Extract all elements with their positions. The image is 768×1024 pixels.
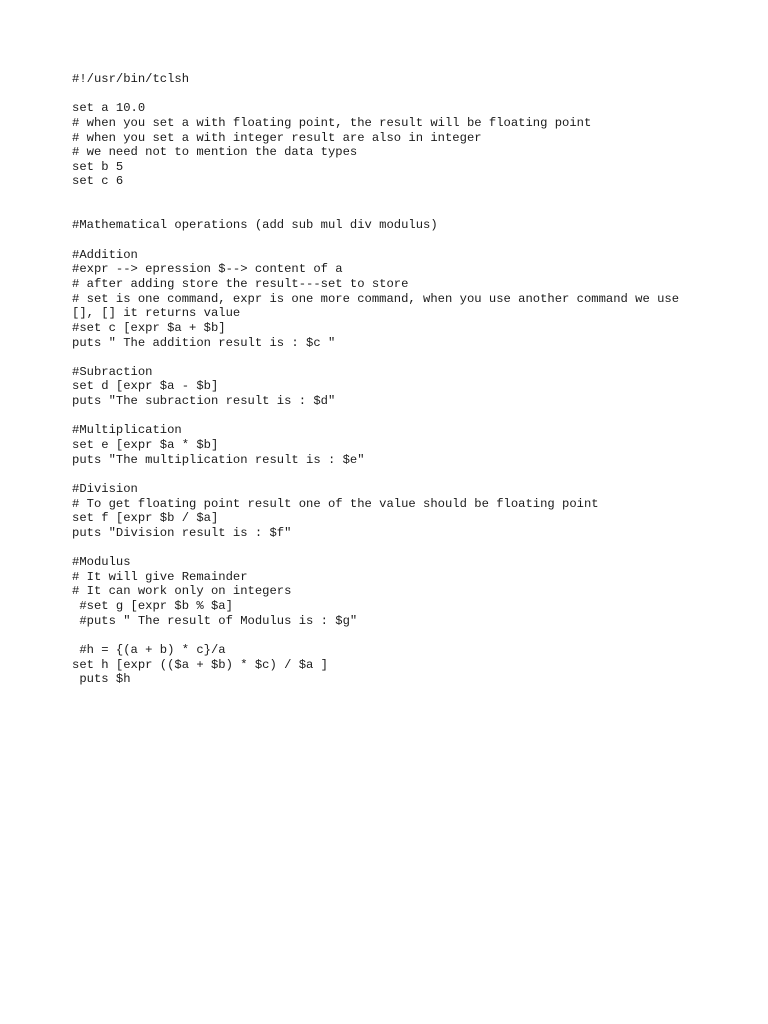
code-line: puts "Division result is : $f" [72,525,292,540]
code-line: set b 5 [72,159,124,174]
code-line: #set g [expr $b % $a] [72,599,233,614]
code-line: set h [expr (($a + $b) * $c) / $a ] [72,657,328,672]
code-line: #puts " The result of Modulus is : $g" [72,613,358,628]
code-line: [], [] it returns value [72,306,241,321]
code-line: puts $h [72,672,131,687]
code-line: #Subraction [72,364,153,379]
code-line: set a 10.0 [72,101,146,116]
code-line: #h = {(a + b) * c}/a [72,642,226,657]
blank-line [72,87,722,102]
blank-line [72,189,722,204]
blank-line [72,467,722,482]
code-line: #Multiplication [72,423,182,438]
code-line: # when you set a with floating point, the result will be floating point [72,115,592,130]
code-line: # after adding store the result---set to store [72,276,409,291]
blank-line [72,409,722,424]
code-line: puts "The subraction result is : $d" [72,394,336,409]
blank-line [72,628,722,643]
blank-line [72,233,722,248]
code-line: #Division [72,481,138,496]
blank-line [72,350,722,365]
code-line: # It can work only on integers [72,584,292,599]
blank-line [72,541,722,556]
code-line: set c 6 [72,174,124,189]
code-line: #Mathematical operations (add sub mul div modulus) [72,218,438,233]
code-line: puts " The addition result is : $c " [72,335,336,350]
code-line: # set is one command, expr is one more command, when you use another command we use [72,291,680,306]
code-line: # To get floating point result one of the value should be floating point [72,496,599,511]
code-line: set d [expr $a - $b] [72,379,219,394]
code-line: # when you set a with integer result are also in integer [72,130,482,145]
code-line: # It will give Remainder [72,569,248,584]
code-line: set e [expr $a * $b] [72,438,219,453]
code-line: set f [expr $b / $a] [72,511,219,526]
code-line: puts "The multiplication result is : $e" [72,452,365,467]
code-line: #!/usr/bin/tclsh [72,72,190,86]
code-line: # we need not to mention the data types [72,145,358,160]
blank-line [72,204,722,219]
tcl-script-text [72,72,722,687]
code-line: #Addition [72,247,138,262]
code-line: #expr --> epression $--> content of a [72,262,343,277]
code-line: #set c [expr $a + $b] [72,320,226,335]
code-line: #Modulus [72,555,131,570]
